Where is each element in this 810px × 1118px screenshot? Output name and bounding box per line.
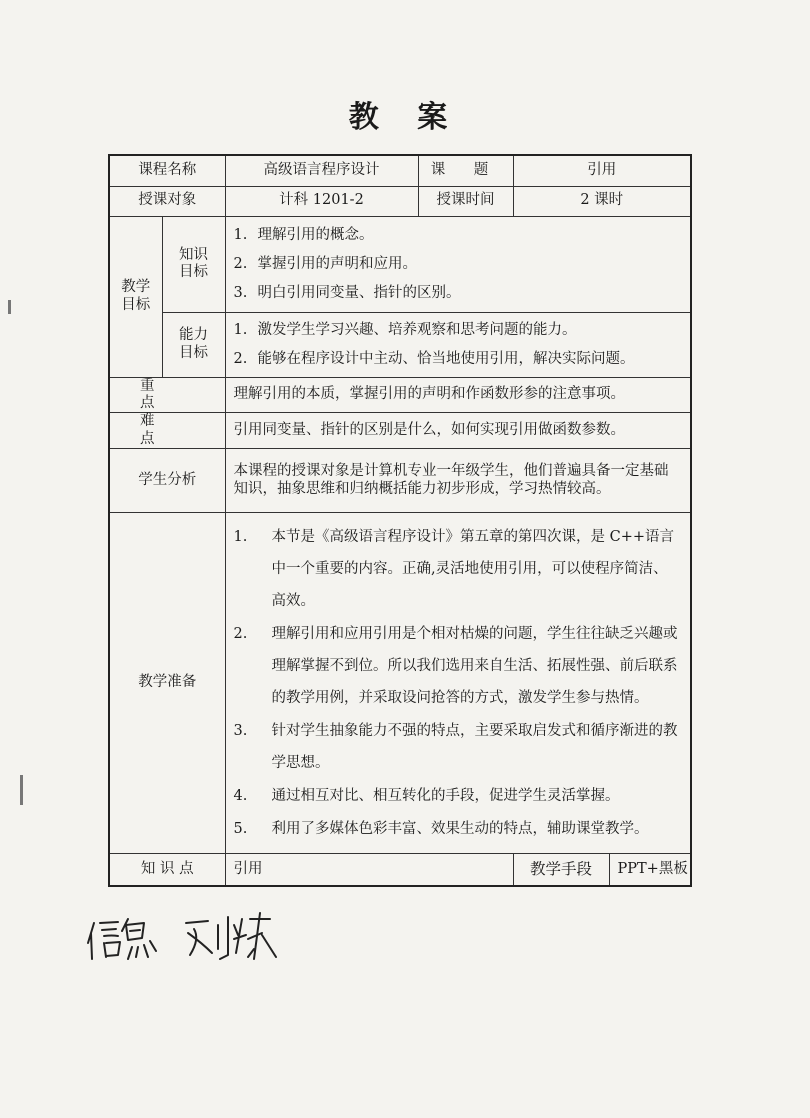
knowledge-point-label: 知 识 点: [109, 854, 225, 887]
difficulties-label: 难 点: [109, 413, 225, 449]
course-name-value: 高级语言程序设计: [225, 155, 418, 186]
time-label: 授课时间: [418, 186, 513, 216]
topic-label: 课 题: [418, 155, 513, 186]
lesson-plan-table: [108, 154, 692, 887]
key-points-label: 重 点: [109, 377, 225, 413]
footer-row: [109, 854, 691, 887]
list-item: 1. 激发学生学习兴趣、培养观察和思考问题的能力。: [233, 321, 577, 338]
list-item: 4. 通过相互对比、相互转化的手段，促进学生灵活掌握。: [233, 787, 620, 804]
key-points-text: 理解引用的本质，掌握引用的声明和作函数形参的注意事项。: [225, 377, 691, 413]
list-item: 2. 能够在程序设计中主动、恰当地使用引用，解决实际问题。: [233, 350, 635, 367]
key-points-row: [109, 377, 691, 413]
ability-goals-row: [109, 312, 691, 377]
list-item: 5. 利用了多媒体色彩丰富、效果生动的特点，辅助课堂教学。: [233, 820, 649, 837]
handwritten-signature: [84, 905, 284, 965]
student-analysis-text: 本课程的授课对象是计算机专业一年级学生，他们普遍具备一定基础知识，抽象思维和归纳概括能力初步形成，学习热情较高。: [225, 449, 691, 513]
objectives-label: 教学 目标: [109, 216, 162, 377]
knowledge-goals-list: [225, 216, 691, 312]
student-analysis-label: 学生分析: [109, 449, 225, 513]
list-item: 2. 理解引用和应用引用是个相对枯燥的问题，学生往往缺乏兴趣或理解掌握不到位。所以我们选用来自生活、拓展性强、前后联系的教学用例，并采取设问抢答的方式，激发学生参与热情。: [233, 625, 678, 706]
preparation-row: [109, 513, 691, 854]
topic-value: 引用: [513, 155, 691, 186]
audience-value: 计科 1201-2: [225, 186, 418, 216]
course-row: [109, 155, 691, 186]
knowledge-point-value: 引用: [225, 854, 513, 887]
list-item: 2. 掌握引用的声明和应用。: [233, 255, 417, 272]
preparation-label: 教学准备: [109, 513, 225, 854]
method-label: 教学手段: [514, 854, 610, 885]
knowledge-goals-label: 知识 目标: [162, 216, 225, 312]
list-item: 1. 理解引用的概念。: [233, 226, 374, 243]
list-item: 3. 明白引用同变量、指针的区别。: [233, 284, 461, 301]
audience-row: [109, 186, 691, 216]
ability-goals-label: 能力 目标: [162, 312, 225, 377]
course-name-label: 课程名称: [109, 155, 225, 186]
knowledge-goals-row: [109, 216, 691, 312]
page-title: 教 案: [348, 100, 462, 135]
time-value: 2 课时: [513, 186, 691, 216]
student-analysis-row: [109, 449, 691, 513]
scan-mark: [20, 775, 23, 805]
audience-label: 授课对象: [109, 186, 225, 216]
list-item: 1. 本节是《高级语言程序设计》第五章的第四次课，是 C++语言中一个重要的内容。正确,灵活地使用引用，可以使程序简洁、高效。: [233, 528, 675, 609]
ability-goals-list: [225, 312, 691, 377]
preparation-list: [225, 513, 691, 854]
difficulties-row: [109, 413, 691, 449]
list-item: 3. 针对学生抽象能力不强的特点，主要采取启发式和循序渐进的教学思想。: [233, 722, 678, 771]
scan-mark: [8, 300, 11, 314]
difficulties-text: 引用同变量、指针的区别是什么，如何实现引用做函数参数。: [225, 413, 691, 449]
method-value: PPT+黑板: [617, 860, 688, 877]
